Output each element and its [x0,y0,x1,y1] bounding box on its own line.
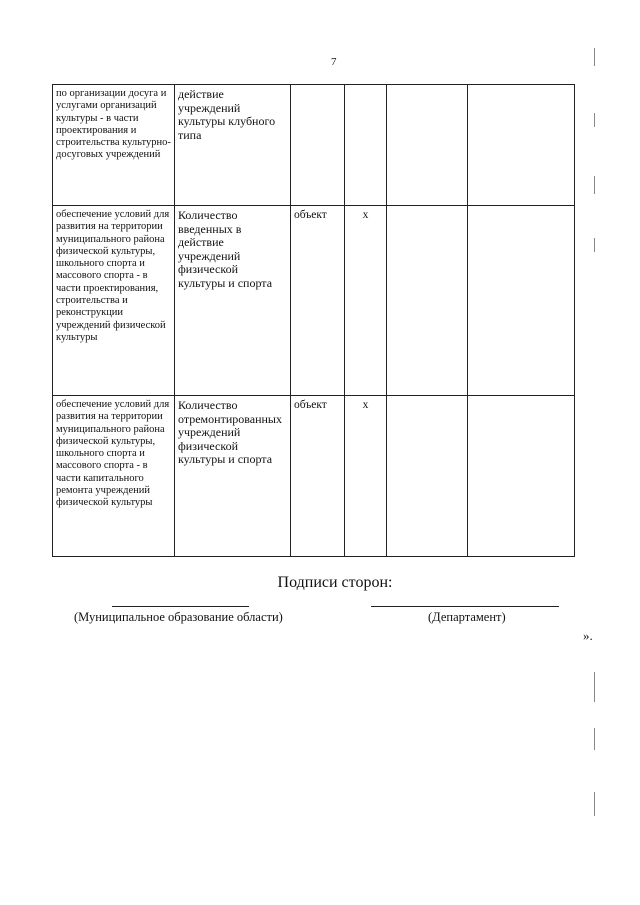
signature-line-left [112,606,249,607]
scan-edge-mark [594,238,595,252]
scan-edge-mark [594,792,595,816]
table-cell-activity: обеспечение условий для развития на территории муниципального района физической культуры, школьного спорта и массового спорта - в части капитального ремонта учреждений физической культуры [53,396,175,557]
signature-label-department: (Департамент) [428,610,506,624]
table-cell-unit: объект [291,206,345,396]
signature-line-right [371,606,559,607]
signature-label-municipality: (Муниципальное образование области) [74,610,283,624]
table-cell-indicator: Количество введенных в действие учреждений физической культуры и спорта [175,206,291,396]
indicators-table [52,84,575,557]
table-row [53,206,575,396]
table-cell-empty [387,396,468,557]
table-cell-value [345,85,387,206]
scan-edge-mark [594,176,595,194]
table-cell-indicator: действие учреждений культуры клубного типа [175,85,291,206]
table-cell-activity: обеспечение условий для развития на территории муниципального района физической культуры, школьного спорта и массового спорта - в части проектирования, строительства и реконструкции учреждений физической культуры [53,206,175,396]
table-cell-empty [387,206,468,396]
scan-edge-mark [594,113,595,127]
table-cell-unit: объект [291,396,345,557]
table-cell-empty [468,206,575,396]
page-number: 7 [331,56,337,68]
table-cell-indicator: Количество отремонтированных учреждений физической культуры и спорта [175,396,291,557]
closing-quote: ». [583,628,593,643]
table-row [53,396,575,557]
table-cell-empty [387,85,468,206]
signatures-title: Подписи сторон: [277,574,393,591]
scan-edge-mark [594,728,595,750]
scan-edge-mark [594,48,595,66]
table-cell-empty [468,85,575,206]
table-cell-unit [291,85,345,206]
table-cell-value: х [345,396,387,557]
table-cell-activity: по организации досуга и услугами организаций культуры - в части проектирования и строительства культурно-досуговых учреждений [53,85,175,206]
table-cell-empty [468,396,575,557]
scan-edge-mark [594,672,595,702]
table-cell-value: х [345,206,387,396]
table-row [53,85,575,206]
